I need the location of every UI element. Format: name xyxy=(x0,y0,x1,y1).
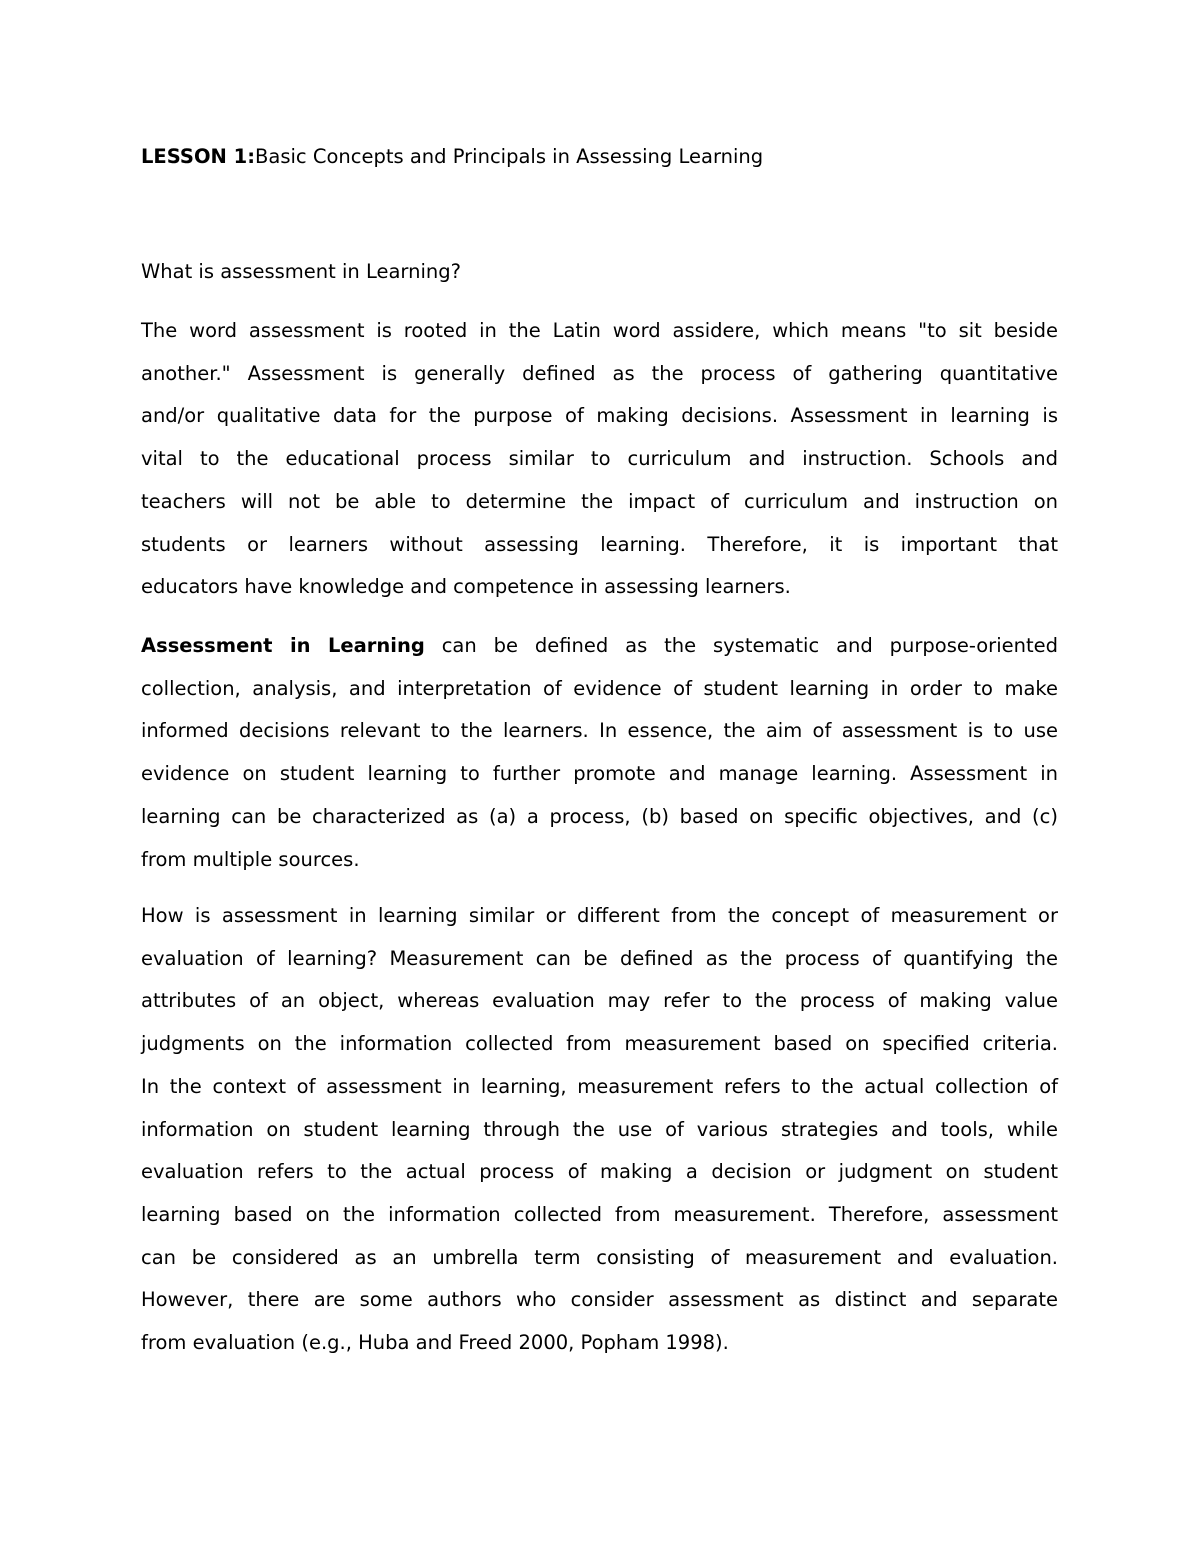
text-line-content: The word assessment is rooted in the Latin word assidere, which means "to sit beside xyxy=(141,319,1058,342)
text-line xyxy=(141,631,1058,661)
text-line xyxy=(141,1072,1058,1102)
lesson-number: LESSON 1: xyxy=(141,145,256,168)
text-line xyxy=(141,487,1058,517)
text-line-content: judgments on the information collected from measurement based on specified criteria. xyxy=(141,1032,1058,1056)
text-line xyxy=(141,845,1058,875)
text-line xyxy=(141,1285,1058,1315)
text-line xyxy=(141,1157,1058,1187)
text-line xyxy=(141,444,1058,474)
text-line xyxy=(141,1243,1058,1273)
text-line-content: learning based on the information collected from measurement. Therefore, assessment xyxy=(141,1202,1058,1226)
text-line-content: another." Assessment is generally defined as the process of gathering quantitative xyxy=(141,361,1058,385)
text-line xyxy=(141,401,1058,431)
text-line xyxy=(141,572,1058,602)
text-line xyxy=(141,986,1058,1016)
text-line-content: can be defined as the systematic and purpose-oriented xyxy=(441,634,1058,657)
text-line-content: can be considered as an umbrella term consisting of measurement and evaluation. xyxy=(141,1245,1058,1269)
text-line-content: How is assessment in learning similar or different from the concept of measurement or xyxy=(141,904,1058,927)
text-line xyxy=(141,1115,1058,1145)
text-line-content: students or learners without assessing learning. Therefore, it is important that xyxy=(141,532,1058,556)
text-line-content: vital to the educational process similar to curriculum and instruction. Schools and xyxy=(141,447,1058,471)
text-line xyxy=(141,316,1058,346)
section-heading: What is assessment in Learning? xyxy=(141,260,461,283)
text-line-content: teachers will not be able to determine the impact of curriculum and instruction on xyxy=(141,489,1058,513)
text-line xyxy=(141,674,1058,704)
text-line xyxy=(141,944,1058,974)
lesson-title xyxy=(141,142,1058,172)
bold-term: Assessment in Learning xyxy=(141,634,425,657)
text-line-content: evaluation of learning? Measurement can be defined as the process of quantifying the xyxy=(141,946,1058,970)
text-line-content: collection, analysis, and interpretation of evidence of student learning in order to make xyxy=(141,676,1058,700)
text-line xyxy=(141,759,1058,789)
text-line xyxy=(141,802,1058,832)
text-line-content: and/or qualitative data for the purpose of making decisions. Assessment in learning is xyxy=(141,404,1058,428)
text-line-content: attributes of an object, whereas evaluation may refer to the process of making value xyxy=(141,989,1058,1013)
text-line-content: evaluation refers to the actual process of making a decision or judgment on student xyxy=(141,1160,1058,1184)
text-line-content: educators have knowledge and competence in assessing learners. xyxy=(141,575,791,599)
text-line xyxy=(141,1200,1058,1230)
text-line xyxy=(141,716,1058,746)
text-line-content: In the context of assessment in learning, measurement refers to the actual collection of xyxy=(141,1074,1058,1098)
text-line-content: informed decisions relevant to the learners. In essence, the aim of assessment is to use xyxy=(141,719,1058,743)
text-line xyxy=(141,1029,1058,1059)
text-line-content: from evaluation (e.g., Huba and Freed 2000, Popham 1998). xyxy=(141,1331,729,1354)
text-line xyxy=(141,901,1058,931)
text-line-content: However, there are some authors who consider assessment as distinct and separate xyxy=(141,1288,1058,1312)
lesson-title-text: Basic Concepts and Principals in Assessing Learning xyxy=(255,145,764,168)
text-line-content: evidence on student learning to further promote and manage learning. Assessment in xyxy=(141,762,1058,786)
text-line-content: from multiple sources. xyxy=(141,847,360,871)
text-line-content: information on student learning through the use of various strategies and tools, while xyxy=(141,1117,1058,1141)
text-line xyxy=(141,1328,1058,1358)
text-line xyxy=(141,359,1058,389)
text-line-content: learning can be characterized as (a) a process, (b) based on specific objectives, and (c) xyxy=(141,804,1058,828)
text-line xyxy=(141,530,1058,560)
